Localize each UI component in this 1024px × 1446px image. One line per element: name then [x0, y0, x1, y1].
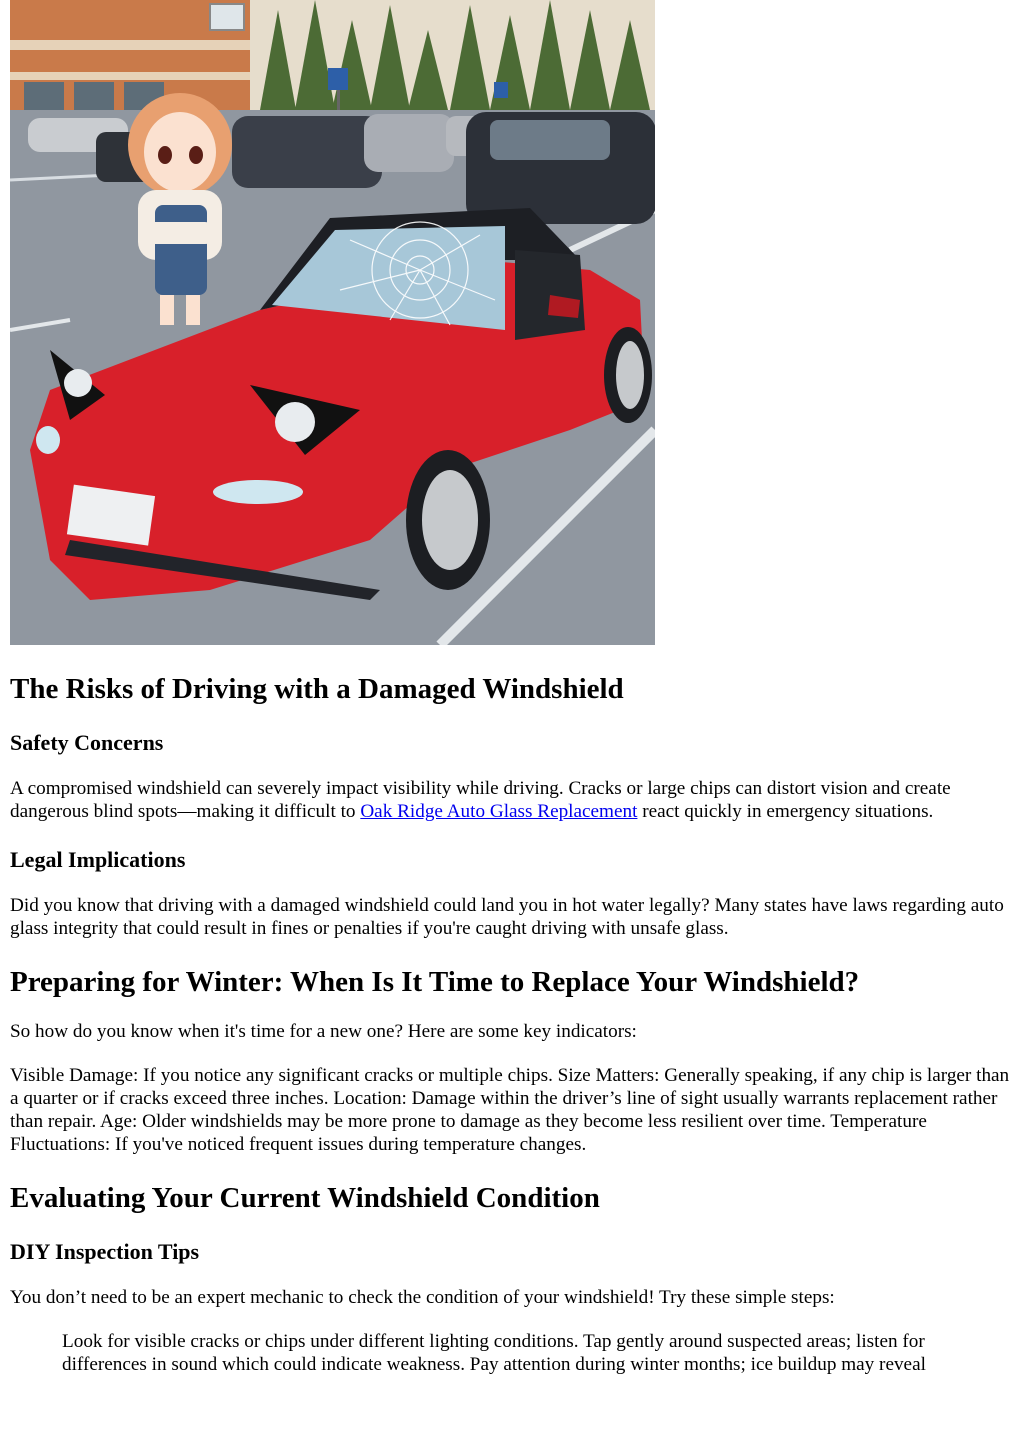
hero-illustration: [10, 0, 655, 645]
safety-concerns-heading: Safety Concerns: [10, 730, 164, 755]
winter-intro-paragraph: So how do you know when it's time for a new one? Here are some key indicators:: [10, 1021, 637, 1042]
risks-heading: The Risks of Driving with a Damaged Windshield: [10, 673, 624, 705]
winter-indicators-paragraph: Visible Damage: If you notice any significant cracks or multiple chips. Size Matters: Generally speaking, if any chip is larger than a quarter or if cracks exceed three inches. Location: Damage within the driver’s line of sight usually warrants replacement rather than repair. Age: Older windshields may be more prone to damage as they become less resilient over time. Temperature Fluctuations: If you've noticed frequent issues during temperature changes.: [10, 1065, 1010, 1155]
safety-text-after: react quickly in emergency situations.: [637, 801, 934, 822]
oak-ridge-auto-glass-link[interactable]: Oak Ridge Auto Glass Replacement: [360, 801, 638, 822]
hero-image: [10, 0, 655, 645]
winter-heading: Preparing for Winter: When Is It Time to Replace Your Windshield?: [10, 966, 860, 998]
legal-implications-heading: Legal Implications: [10, 847, 186, 872]
safety-text-before: A compromised windshield can severely impact visibility while driving. Cracks or large chips can distort vision and create dangerous blind spots—making it difficult to: [10, 778, 951, 822]
diy-intro-paragraph: You don’t need to be an expert mechanic to check the condition of your windshield! Try these simple steps:: [10, 1287, 835, 1308]
evaluating-heading: Evaluating Your Current Windshield Condition: [10, 1182, 600, 1214]
legal-implications-paragraph: Did you know that driving with a damaged windshield could land you in hot water legally? Many states have laws regarding auto glass integrity that could result in fines or penalties if you're caught driving with unsafe glass.: [10, 895, 1004, 939]
safety-concerns-paragraph: [10, 777, 1014, 823]
diy-steps-blockquote: Look for visible cracks or chips under different lighting conditions. Tap gently around suspected areas; listen for differences in sound which could indicate weakness. Pay attention during winter months; ice buildup may reveal: [62, 1331, 926, 1375]
diy-inspection-heading: DIY Inspection Tips: [10, 1239, 200, 1264]
